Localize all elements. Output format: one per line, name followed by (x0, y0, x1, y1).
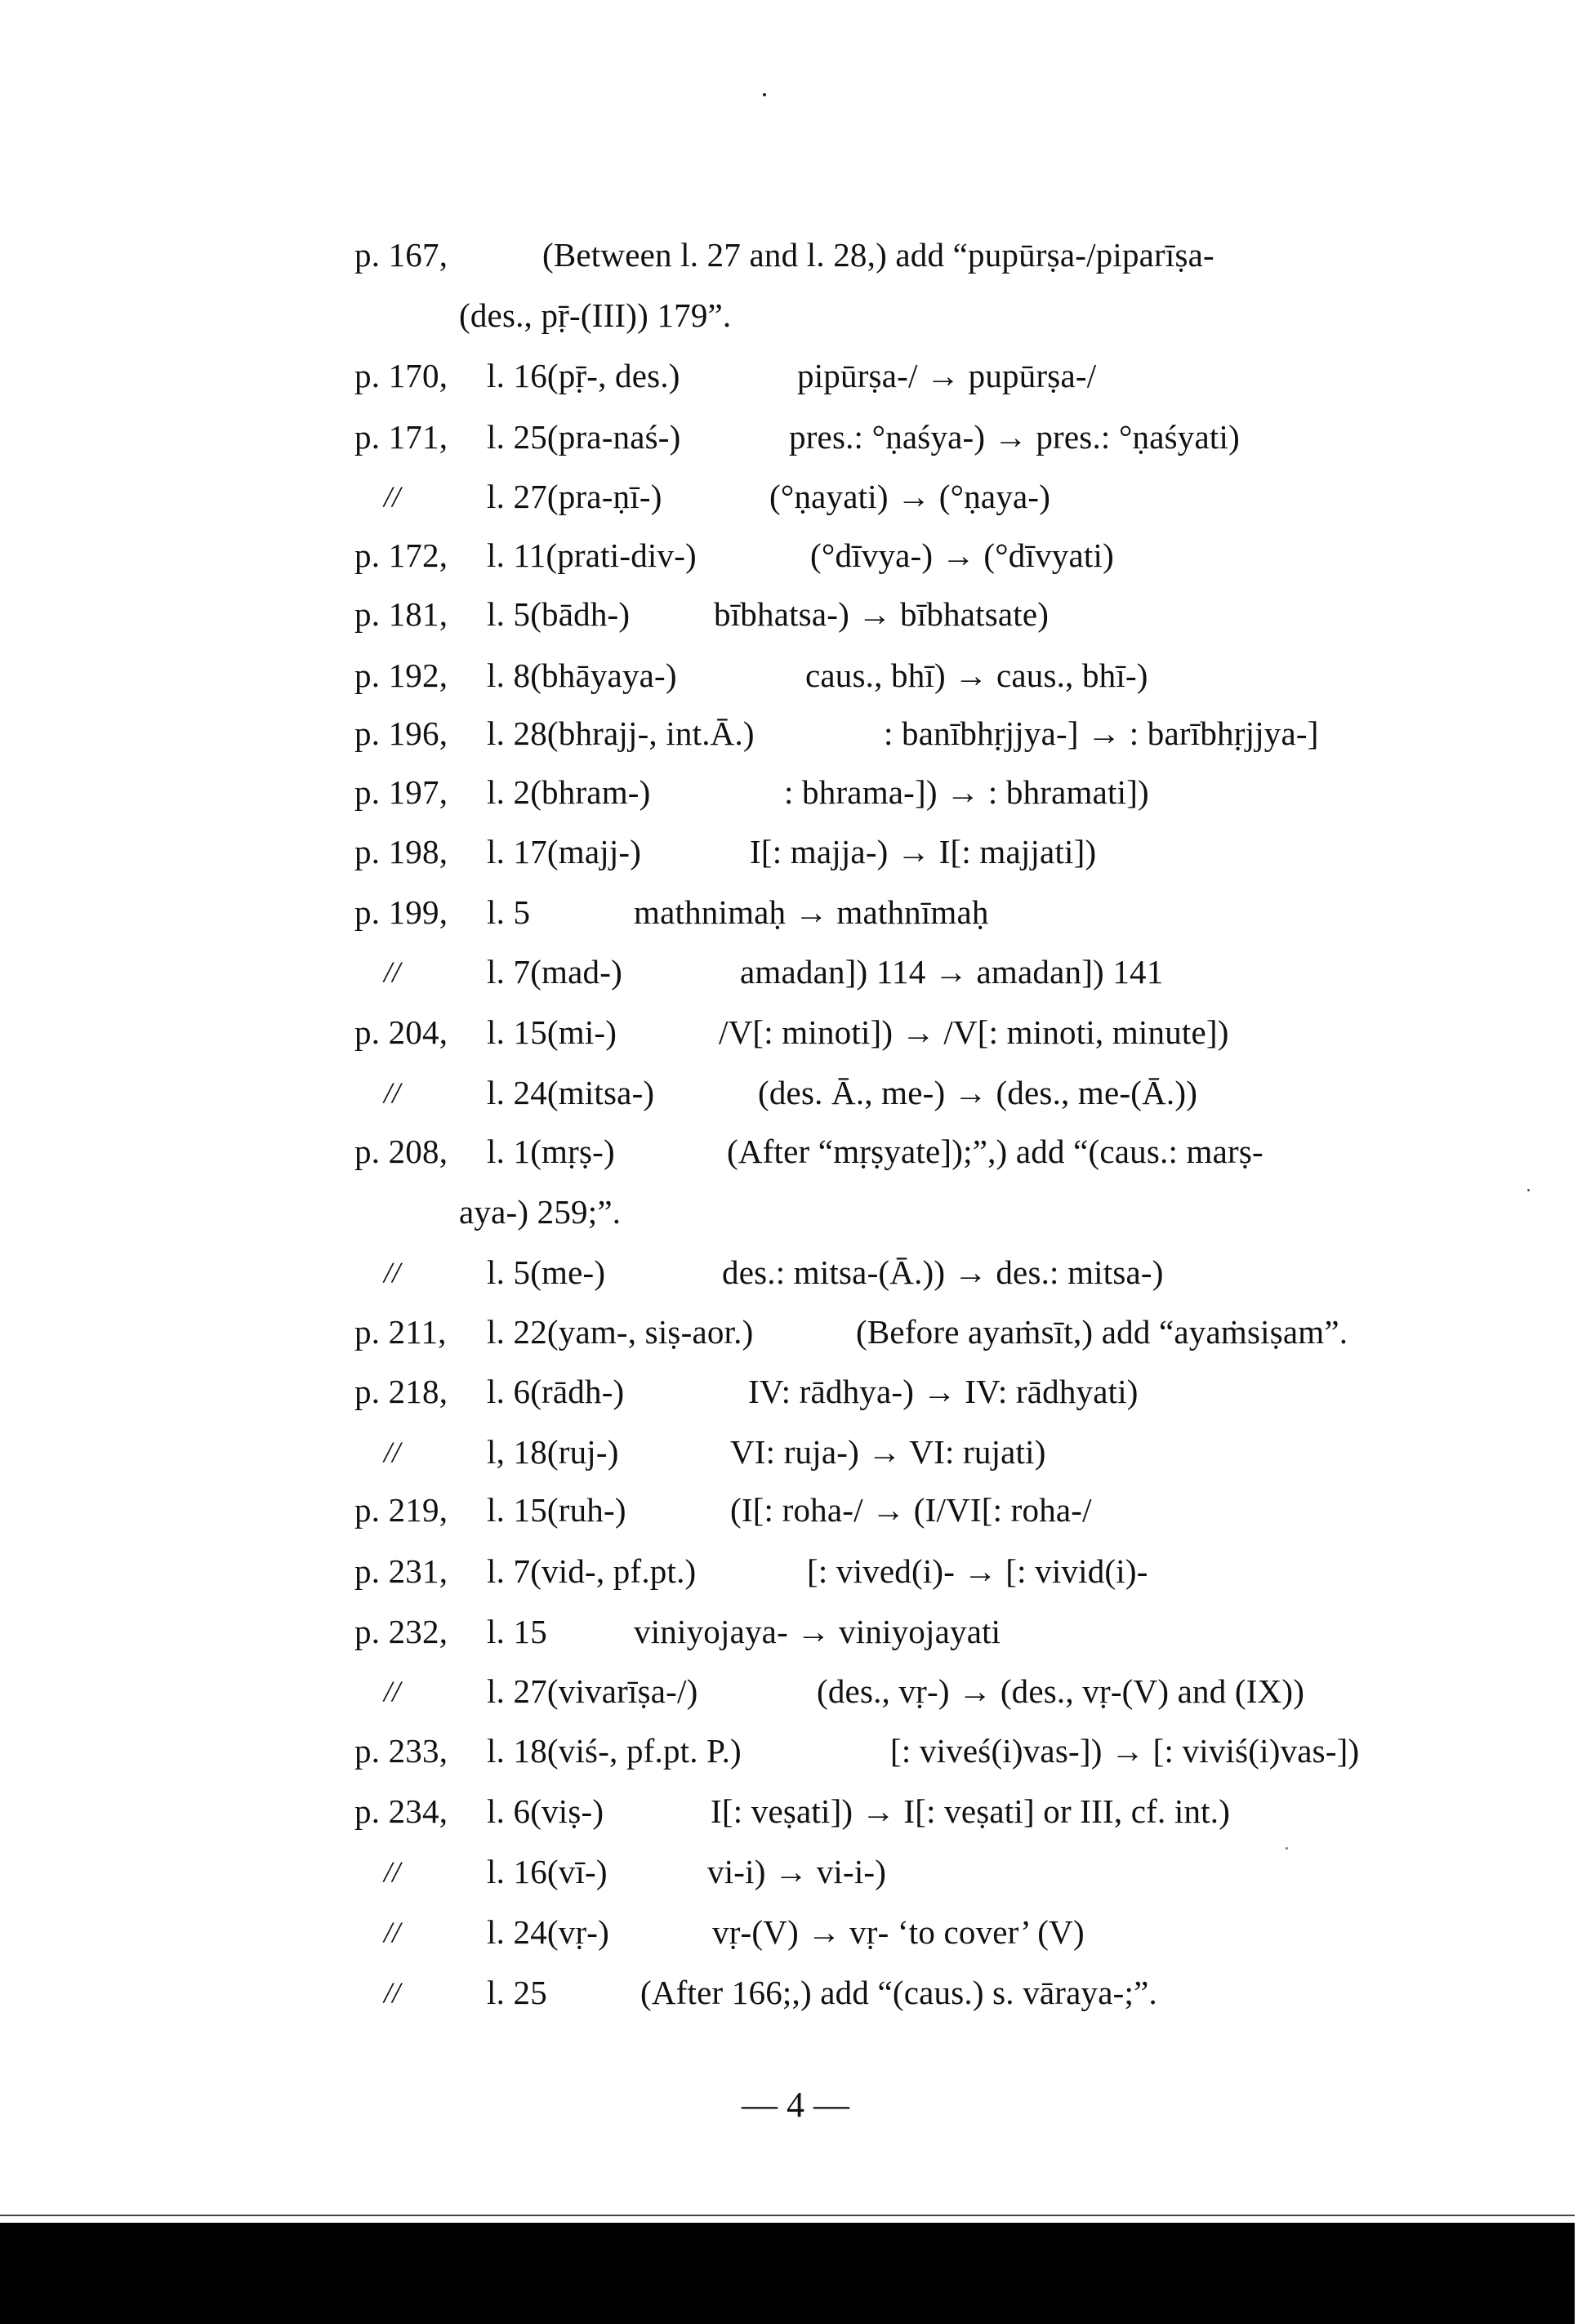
correction-text: bībhatsa-) → bībhatsate) (714, 595, 1050, 633)
correction-text: [: viveś(i)vas-]) → [: viviś(i)vas-]) (890, 1732, 1360, 1770)
ditto-mark: // (384, 1855, 401, 1888)
line-ref: l. 5 (487, 893, 531, 931)
line-ref: l. 22(yam-, siṣ-aor.) (487, 1313, 754, 1351)
ditto-mark: // (384, 1436, 401, 1468)
ditto-mark: // (384, 1256, 401, 1289)
line-ref: l. 18(viś-, pf.pt. P.) (487, 1732, 742, 1770)
page-ref: p. 233, (354, 1732, 448, 1770)
ditto-mark: // (384, 1675, 401, 1707)
ditto-mark: // (384, 1976, 401, 2009)
page-ref: p. 219, (354, 1491, 448, 1529)
correction-text: (I[: roha-/ → (I/VI[: roha-/ (730, 1491, 1092, 1529)
correction-text: (°ṇayati) → (°ṇaya-) (769, 478, 1051, 515)
line-ref: l. 6(rādh-) (487, 1373, 625, 1410)
correction-text: I[: veṣati]) → I[: veṣati] or III, cf. int.) (711, 1792, 1231, 1830)
page-number: — 4 — (742, 2085, 849, 2125)
speck-mark (1286, 1847, 1288, 1850)
page-ref: p. 208, (354, 1133, 448, 1170)
line-ref: l. 8(bhāyaya-) (487, 657, 677, 694)
correction-text: I[: majja-) → I[: majjati]) (750, 833, 1097, 870)
correction-text: (Between l. 27 and l. 28,) add “pupūrṣa-/piparīṣa- (542, 236, 1214, 274)
line-ref: l. 2(bhram-) (487, 773, 651, 811)
ditto-mark: // (384, 955, 401, 988)
correction-text: (Before ayaṁsīt,) add “ayaṁsiṣam”. (856, 1313, 1348, 1351)
line-ref: l. 28(bhrajj-, int.Ā.) (487, 715, 755, 752)
correction-text: caus., bhī) → caus., bhī-) (805, 657, 1148, 694)
correction-text: VI: ruja-) → VI: rujati) (730, 1433, 1046, 1471)
line-ref: l. 27(pra-ṇī-) (487, 478, 662, 515)
line-ref: l. 16(pṝ-, des.) (487, 357, 680, 394)
correction-text: pipūrṣa-/ → pupūrṣa-/ (797, 357, 1097, 394)
page-ref: p. 218, (354, 1373, 448, 1410)
correction-text: (After 166;,) add “(caus.) s. vāraya-;”. (640, 1974, 1157, 2011)
correction-text: (des. Ā., me-) → (des., me-(Ā.)) (758, 1074, 1198, 1111)
correction-text: pres.: °ṇaśya-) → pres.: °ṇaśyati) (789, 418, 1240, 456)
page-ref: p. 181, (354, 595, 448, 633)
speck-mark (1527, 1189, 1530, 1191)
correction-text: (After “mṛṣyate]);”,) add “(caus.: marṣ- (727, 1133, 1263, 1170)
page-ref: p. 199, (354, 893, 448, 931)
correction-text: vi-i) → vi-i-) (707, 1853, 887, 1890)
page-ref: p. 231, (354, 1552, 448, 1590)
ditto-mark: // (384, 480, 401, 513)
speck-mark (763, 93, 766, 96)
ditto-mark: // (384, 1076, 401, 1109)
correction-text: vṛ-(V) → vṛ- ‘to cover’ (V) (712, 1913, 1085, 1951)
line-ref: l. 24(mitsa-) (487, 1074, 655, 1111)
correction-text: (°dīvya-) → (°dīvyati) (810, 536, 1114, 574)
correction-text: IV: rādhya-) → IV: rādhyati) (748, 1373, 1139, 1410)
line-ref: l. 15(mi-) (487, 1013, 617, 1051)
line-ref: l. 6(viṣ-) (487, 1792, 604, 1830)
correction-text: mathnimaḥ → mathnīmaḥ (634, 893, 989, 931)
line-ref: l. 7(vid-, pf.pt.) (487, 1552, 697, 1590)
correction-text: aya-) 259;”. (459, 1193, 622, 1231)
line-ref: l. 17(majj-) (487, 833, 642, 870)
line-ref: l. 24(vṛ-) (487, 1913, 610, 1951)
line-ref: l. 15 (487, 1613, 547, 1650)
line-ref: l. 1(mṛṣ-) (487, 1133, 615, 1170)
page-ref: p. 198, (354, 833, 448, 870)
correction-text: /V[: minoti]) → /V[: minoti, minute]) (719, 1013, 1229, 1051)
page-ref: p. 234, (354, 1792, 448, 1830)
line-ref: l. 27(vivarīṣa-/) (487, 1672, 698, 1710)
page-ref: p. 196, (354, 715, 448, 752)
scan-border (0, 2223, 1575, 2324)
correction-text: (des., pṝ-(III)) 179”. (459, 296, 732, 334)
scan-edge-line (0, 2215, 1575, 2216)
line-ref: l. 5(bādh-) (487, 595, 631, 633)
line-ref: l. 7(mad-) (487, 953, 622, 991)
correction-text: viniyojaya- → viniyojayati (634, 1613, 1001, 1650)
correction-text: : bhrama-]) → : bhramati]) (784, 773, 1149, 811)
page-ref: p. 192, (354, 657, 448, 694)
line-ref: l. 25 (487, 1974, 547, 2011)
page-ref: p. 167, (354, 236, 448, 274)
line-ref: l, 18(ruj-) (487, 1433, 619, 1471)
page-ref: p. 197, (354, 773, 448, 811)
page-ref: p. 170, (354, 357, 448, 394)
correction-text: [: vived(i)- → [: vivid(i)- (807, 1552, 1148, 1590)
line-ref: l. 16(vī-) (487, 1853, 608, 1890)
ditto-mark: // (384, 1916, 401, 1948)
page-ref: p. 211, (354, 1313, 447, 1351)
line-ref: l. 25(pra-naś-) (487, 418, 681, 456)
line-ref: l. 11(prati-div-) (487, 536, 697, 574)
page-ref: p. 232, (354, 1613, 448, 1650)
correction-text: (des., vṛ-) → (des., vṛ-(V) and (IX)) (817, 1672, 1305, 1710)
correction-text: : banībhṛjjya-] → : barībhṛjjya-] (884, 715, 1319, 752)
line-ref: l. 5(me-) (487, 1253, 606, 1291)
page-ref: p. 172, (354, 536, 448, 574)
correction-text: amadan]) 114 → amadan]) 141 (740, 953, 1164, 991)
page-ref: p. 171, (354, 418, 448, 456)
line-ref: l. 15(ruh-) (487, 1491, 626, 1529)
page-ref: p. 204, (354, 1013, 448, 1051)
correction-text: des.: mitsa-(Ā.)) → des.: mitsa-) (722, 1253, 1164, 1291)
